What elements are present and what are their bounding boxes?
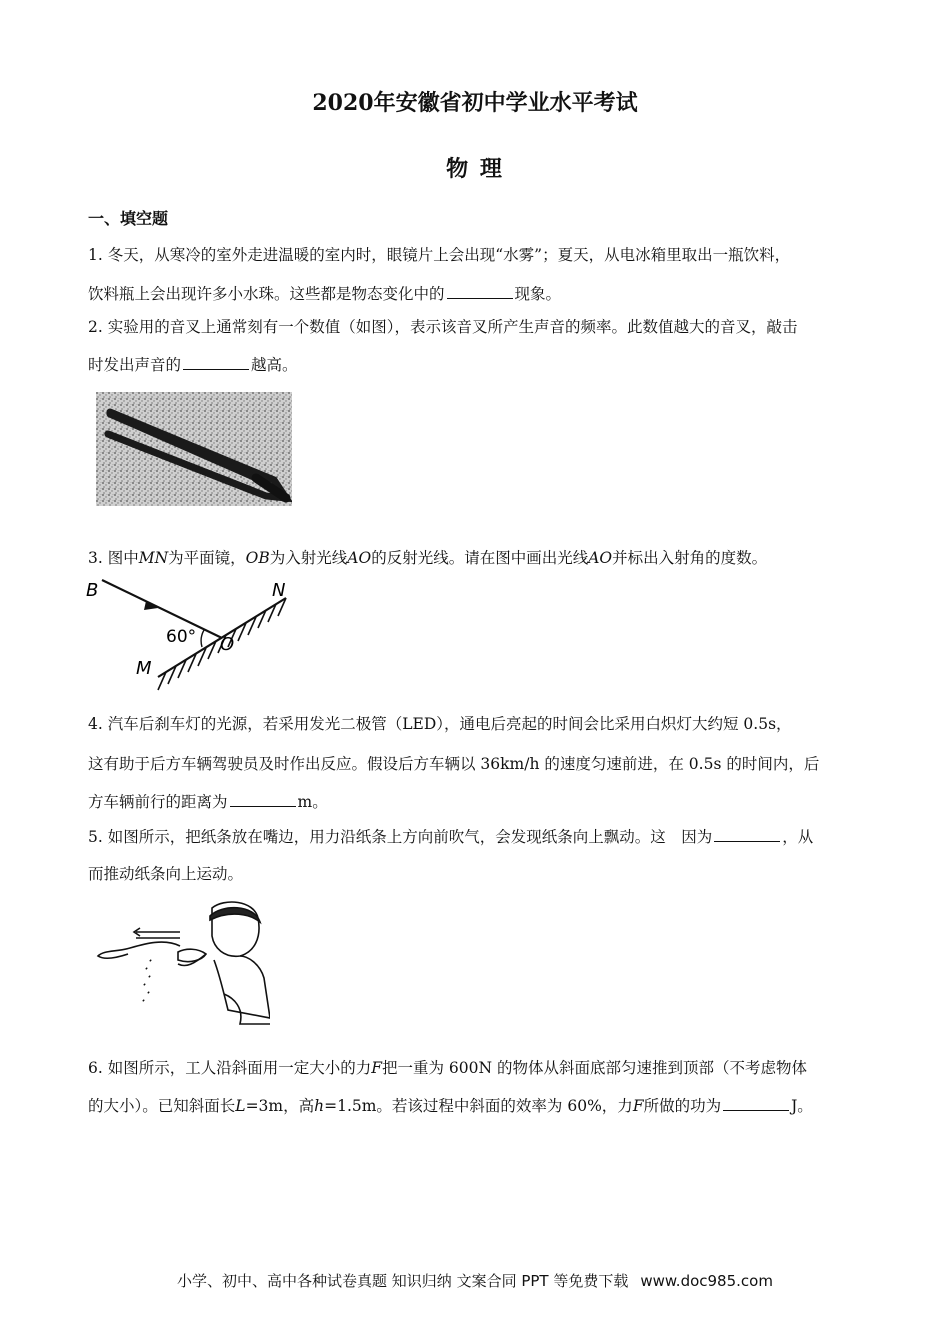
q4-line2: 这有助于后方车辆驾驶员及时作出反应。假设后方车辆以 36km/h 的速度匀速前进，在 0.5s 的时间内，后 [88,755,820,773]
blowing-paper-illustration [94,898,270,1030]
q1-line2 [88,282,561,304]
q4-line3-end: m。 [297,793,328,811]
exam-title: 2020年安徽省初中学业水平考试 [312,90,638,116]
boy-hair [210,908,260,922]
q6-line1 [88,1056,807,1078]
q3-text [88,546,767,568]
q4-line3 [88,790,328,812]
q6-var-h: h [314,1097,325,1115]
label-angle: 60° [166,627,197,647]
q1-line1: 1. 冬天，从寒冷的室外走进温暖的室内时，眼镜片上会出现“水雾”；夏天，从电冰箱里取出一瓶饮料， [88,246,791,264]
boy-arm [224,994,270,1024]
footer-url[interactable]: www.doc985.com [640,1272,773,1290]
q3-t1: 3. 图中 [88,549,139,567]
q6-line1-rest: 把一重为 600N 的物体从斜面底部匀速推到顶部（不考虑物体 [381,1059,807,1077]
q4-line1: 4. 汽车后刹车灯的光源，若采用发光二极管（LED），通电后亮起的时间会比采用白炽灯大约短 0.5s， [88,715,792,733]
footer-text: 小学、初中、高中各种试卷真题 知识归纳 文案合同 PPT 等免费下载 [177,1272,629,1290]
q3-ao: AO [347,549,372,567]
q4-answer-blank [230,792,296,807]
boy-hands [178,949,206,961]
q2-line2 [88,353,298,375]
q6-l2e: J。 [791,1097,813,1115]
q3-ao2: AO [588,549,613,567]
angle-arc [201,630,204,647]
dots [143,960,151,1001]
q1-line2-end: 现象。 [514,285,562,303]
boy-body [178,954,270,1018]
q2-line1: 2. 实验用的音叉上通常刻有一个数值（如图），表示该音叉所产生声音的频率。此数值越大的音叉，敲击 [88,318,798,336]
q5-line1-text: 5. 如图所示，把纸条放在嘴边，用力沿纸条上方向前吹气，会发现纸条向上飘动。这 因为 [88,828,713,846]
footer [0,1270,950,1291]
label-b: B [86,580,99,601]
paper-strip [98,942,180,958]
q6-force-f2: F [632,1097,644,1115]
q6-l2d: 所做的功为 [643,1097,722,1115]
q3-mn: MN [138,549,169,567]
subject-title: 物 理 [446,156,504,182]
q6-answer-blank [723,1096,789,1111]
q6-l2c: =1.5m。若该过程中斜面的效率为 60%，力 [324,1097,633,1115]
q3-t2: 为平面镜， [168,549,246,567]
q2-line2-end: 越高。 [251,356,298,374]
label-m: M [136,658,152,679]
q6-line2 [88,1094,813,1116]
q5-line1 [88,825,813,847]
q6-l2b: =3m，高 [245,1097,315,1115]
q4-line3-text: 方车辆前行的距离为 [88,793,228,811]
q5-answer-blank [714,827,780,842]
mirror-diagram [82,574,302,696]
q6-var-l: L [235,1097,246,1115]
q1-answer-blank [447,284,513,299]
q6-l2a: 的大小）。已知斜面长 [88,1097,236,1115]
q3-t5: 并标出入射角的度数。 [612,549,768,567]
label-n: N [272,580,286,601]
q3-ob: OB [245,549,270,567]
q5-line2: 而推动纸条向上运动。 [88,865,244,883]
q6-force-f: F [371,1059,382,1077]
q2-line2-text: 时发出声音的 [88,356,182,374]
tuning-fork-image [96,392,292,506]
q6-line1-text: 6. 如图所示，工人沿斜面用一定大小的力 [88,1059,372,1077]
section-heading: 一、填空题 [88,209,169,228]
q1-line2-text: 饮料瓶上会出现许多小水珠。这些都是物态变化中的 [88,285,445,303]
q2-answer-blank [183,355,249,370]
reflected-ray-ob [102,580,222,638]
q3-t4: 的反射光线。请在图中画出光线 [371,549,589,567]
q3-t3: 为入射光线 [269,549,348,567]
q5-line1-end: ，从 [782,828,814,846]
label-o: O [220,634,235,655]
